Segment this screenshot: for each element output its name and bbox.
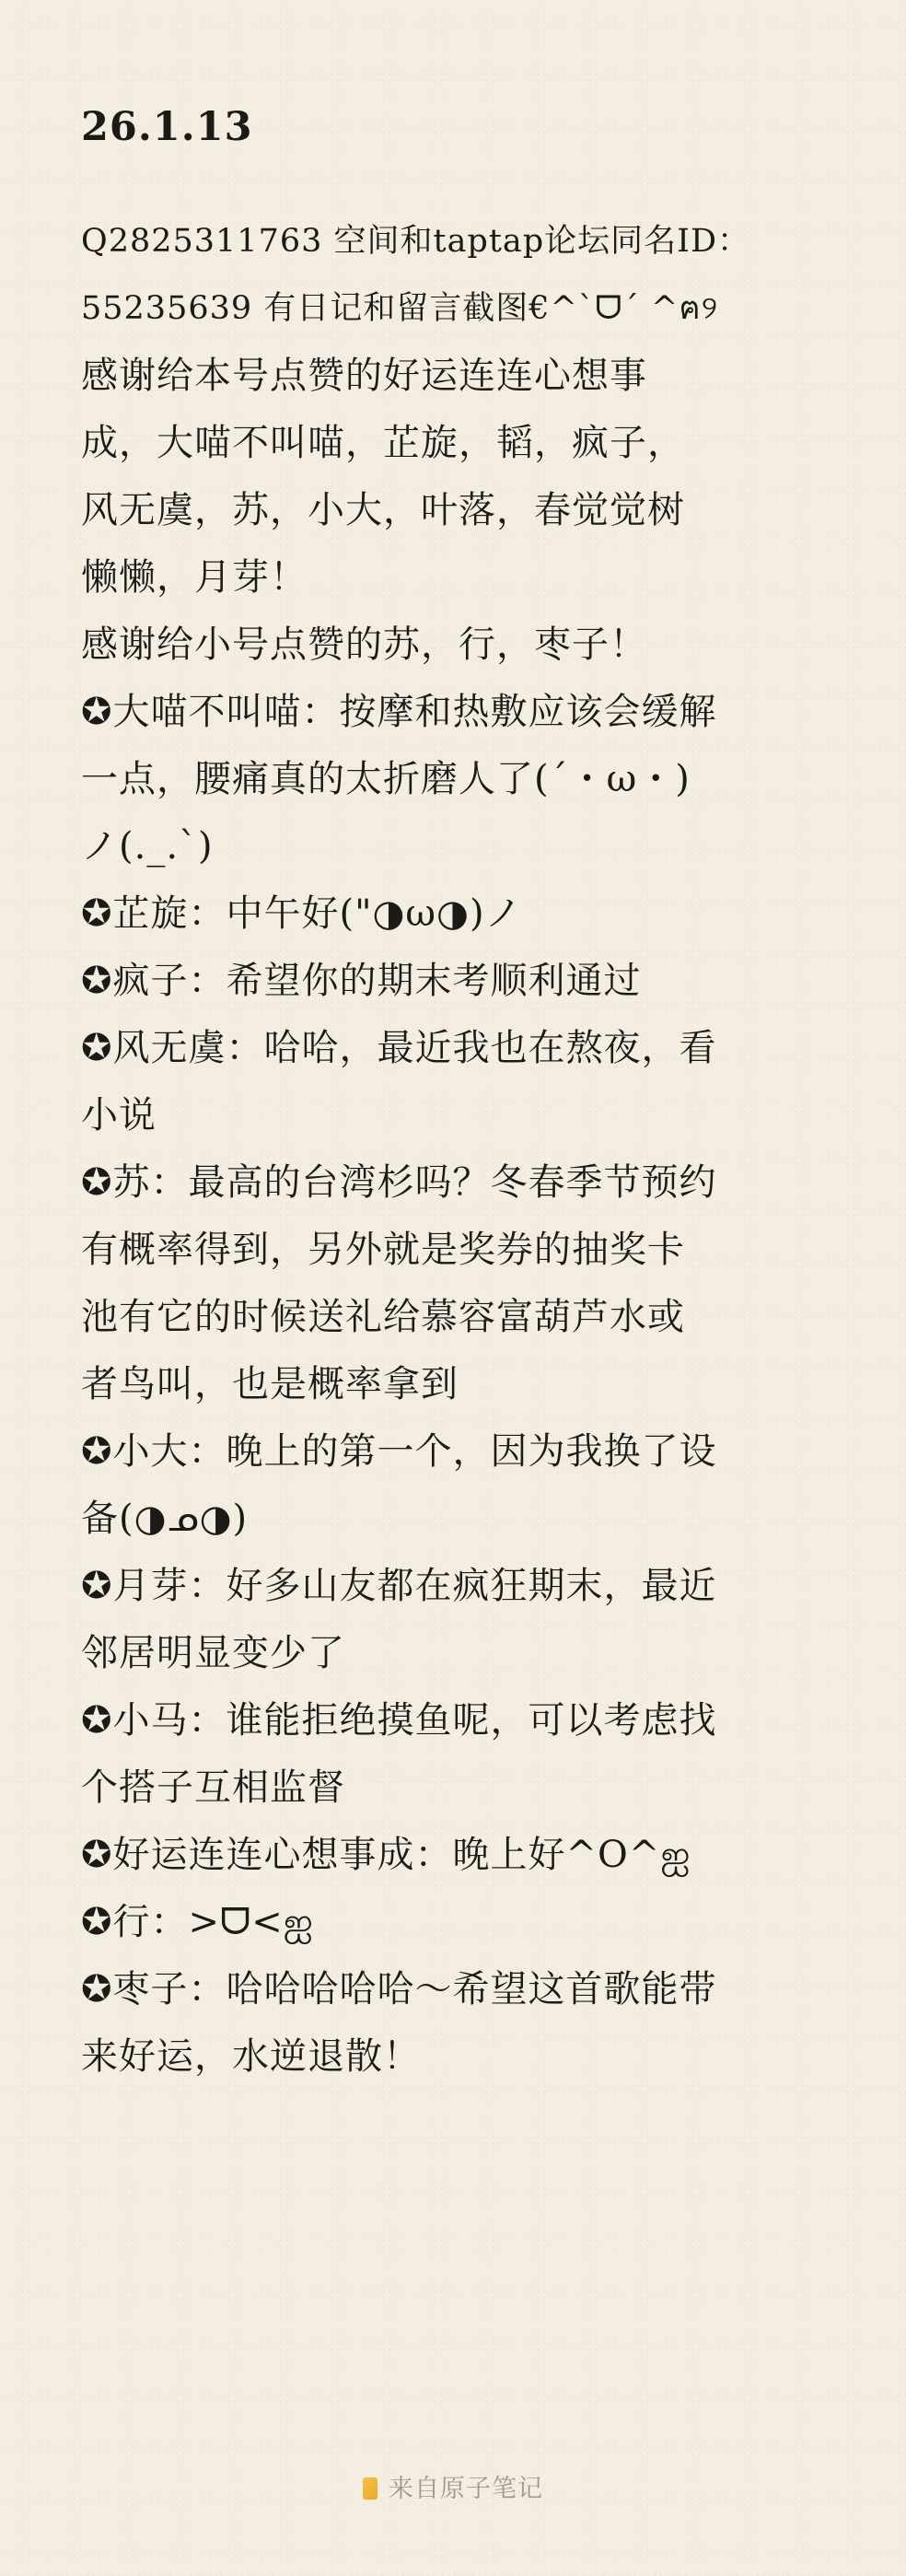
note-line: 感谢给小号点赞的苏，行，枣子！	[81, 624, 647, 666]
note-line: ✪好运连连心想事成：晚上好^O^ஐ	[81, 1834, 691, 1876]
note-line: 池有它的时候送礼给慕容富葫芦水或	[81, 1296, 685, 1338]
note-line: 邻居明显变少了	[81, 1632, 345, 1674]
note-line: 感谢给本号点赞的好运连连心想事	[81, 355, 647, 397]
note-line: ✪月芽：好多山友都在疯狂期末，最近	[81, 1565, 717, 1607]
note-line: ✪小大：晚上的第一个，因为我换了设	[81, 1430, 717, 1473]
note-line: ✪疯子：希望你的期末考顺利通过	[81, 960, 642, 1002]
note-line: 55235639 有日记和留言截图€^`ᗜ´ ^ฅ୨	[81, 290, 719, 327]
note-date: 26.1.13	[81, 104, 253, 150]
note-line: 个搭子互相监督	[81, 1766, 345, 1809]
note-line: 成，大喵不叫喵，芷旋，韬，疯子，	[81, 422, 685, 464]
footer-label: 来自原子笔记	[389, 2475, 543, 2503]
note-line: ✪大喵不叫喵：按摩和热敷应该会缓解	[81, 691, 717, 733]
note-line: 小说	[81, 1094, 157, 1136]
notebook-icon	[363, 2477, 378, 2500]
note-body	[81, 208, 836, 2091]
note-line: 一点，腰痛真的太折磨人了(´・ω・)	[81, 758, 691, 800]
note-line: ✪行：>ᗜ<ஐ	[81, 1901, 314, 1943]
note-line: 懒懒，月芽！	[81, 556, 308, 599]
note-line: ✪枣子：哈哈哈哈哈～希望这首歌能带	[81, 1968, 717, 2011]
note-line: ✪苏：最高的台湾杉吗？冬春季节预约	[81, 1161, 717, 1204]
note-line: ノ(._.`)	[81, 825, 214, 868]
footer-attribution	[0, 2468, 906, 2504]
note-line: 者鸟叫，也是概率拿到	[81, 1363, 459, 1405]
note-line: 有概率得到，另外就是奖券的抽奖卡	[81, 1229, 685, 1271]
note-line: 来好运，水逆退散！	[81, 2035, 421, 2078]
note-line: Q2825311763 空间和taptap论坛同名ID：	[81, 223, 751, 260]
note-line: ✪小马：谁能拒绝摸鱼呢，可以考虑找	[81, 1699, 717, 1742]
note-line: ✪芷旋：中午好("◑ω◑)ノ	[81, 892, 523, 935]
note-line: 备(◑ᓄ◑)	[81, 1498, 249, 1540]
note-line: 风无虞，苏，小大，叶落，春觉觉树	[81, 489, 685, 531]
note-line: ✪风无虞：哈哈，最近我也在熬夜，看	[81, 1027, 717, 1069]
